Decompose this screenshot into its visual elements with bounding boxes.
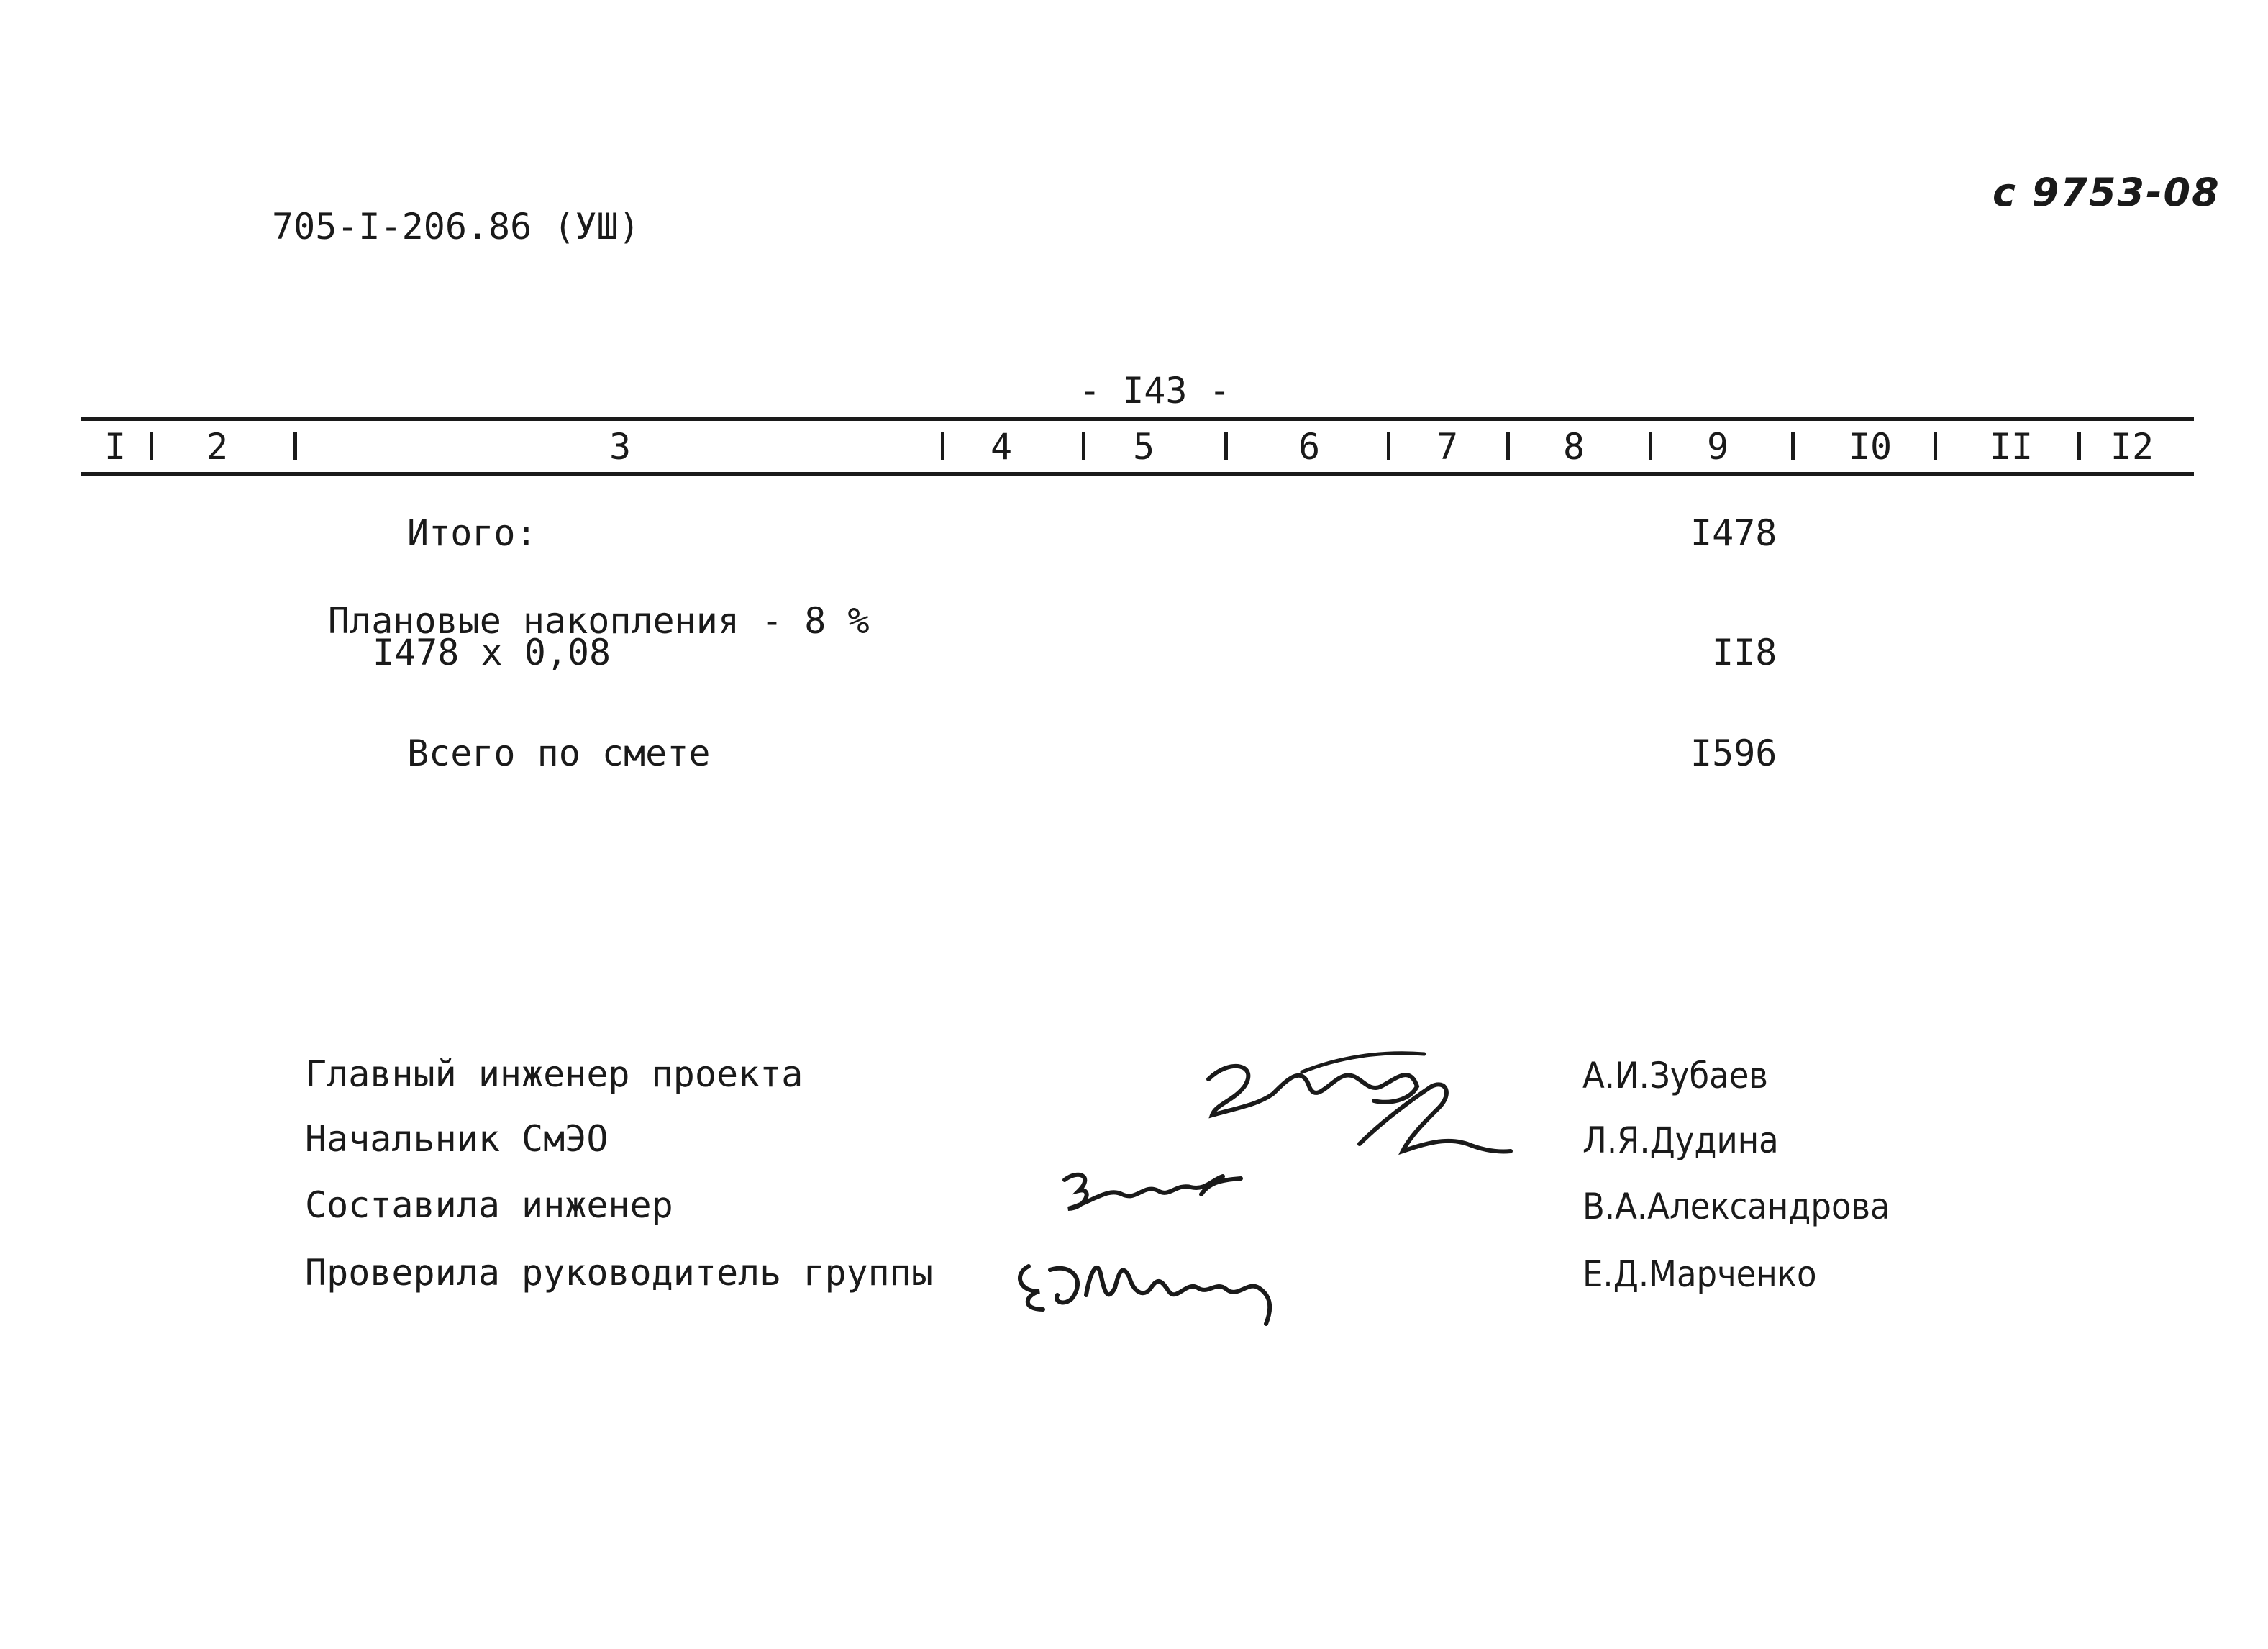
signatory-name: Е.Д.Марченко: [1582, 1253, 1817, 1295]
column-header-2: 2: [206, 426, 229, 468]
column-header-8: 8: [1562, 426, 1585, 468]
signatory-position: Начальник СмЭО: [305, 1118, 609, 1160]
column-separator: [1387, 432, 1390, 460]
total-value: I596: [1690, 732, 1777, 774]
signatory-name: В.А.Александрова: [1582, 1186, 1890, 1227]
column-separator: [1506, 432, 1510, 460]
column-separator: [150, 432, 153, 460]
column-header-12: I2: [2110, 426, 2154, 468]
archive-code: с 9753-08: [1993, 170, 2221, 215]
column-separator: [2077, 432, 2081, 460]
page-number: - I43 -: [1079, 370, 1231, 412]
table-bottom-rule: [81, 472, 2194, 476]
planned-savings-formula: I478 x 0,08: [373, 632, 611, 673]
column-separator: [1649, 432, 1652, 460]
signatory-position: Проверила руководитель группы: [305, 1252, 933, 1294]
signatory-name: Л.Я.Дудина: [1582, 1119, 1779, 1161]
column-separator: [1791, 432, 1795, 460]
column-header-3: 3: [609, 426, 632, 468]
signature-group-leader: [1007, 1237, 1324, 1331]
planned-savings-label: Плановые накопления - 8 %: [328, 600, 870, 642]
signature-chief-engineer: [1194, 1036, 1525, 1173]
planned-savings-value: II8: [1712, 632, 1777, 673]
subtotal-label: Итого:: [407, 512, 537, 554]
document-code: 705-I-206.86 (УШ): [272, 206, 640, 247]
signatory-position: Составила инженер: [305, 1184, 673, 1226]
column-header-11: II: [1989, 426, 2034, 468]
column-separator: [1082, 432, 1085, 460]
column-header-10: I0: [1848, 426, 1893, 468]
column-header-5: 5: [1132, 426, 1155, 468]
column-separator: [1934, 432, 1937, 460]
column-separator: [293, 432, 297, 460]
column-header-1: I: [104, 426, 127, 468]
column-separator: [1224, 432, 1228, 460]
subtotal-value: I478: [1690, 512, 1777, 554]
total-label: Всего по смете: [407, 732, 711, 774]
table-top-rule: [81, 417, 2194, 421]
column-header-6: 6: [1298, 426, 1321, 468]
column-header-4: 4: [990, 426, 1013, 468]
column-separator: [941, 432, 944, 460]
column-header-9: 9: [1706, 426, 1729, 468]
column-header-7: 7: [1436, 426, 1459, 468]
signature-compiler: [1050, 1158, 1252, 1223]
signatory-name: А.И.Зубаев: [1582, 1055, 1768, 1096]
signatory-position: Главный инженер проекта: [305, 1053, 803, 1095]
